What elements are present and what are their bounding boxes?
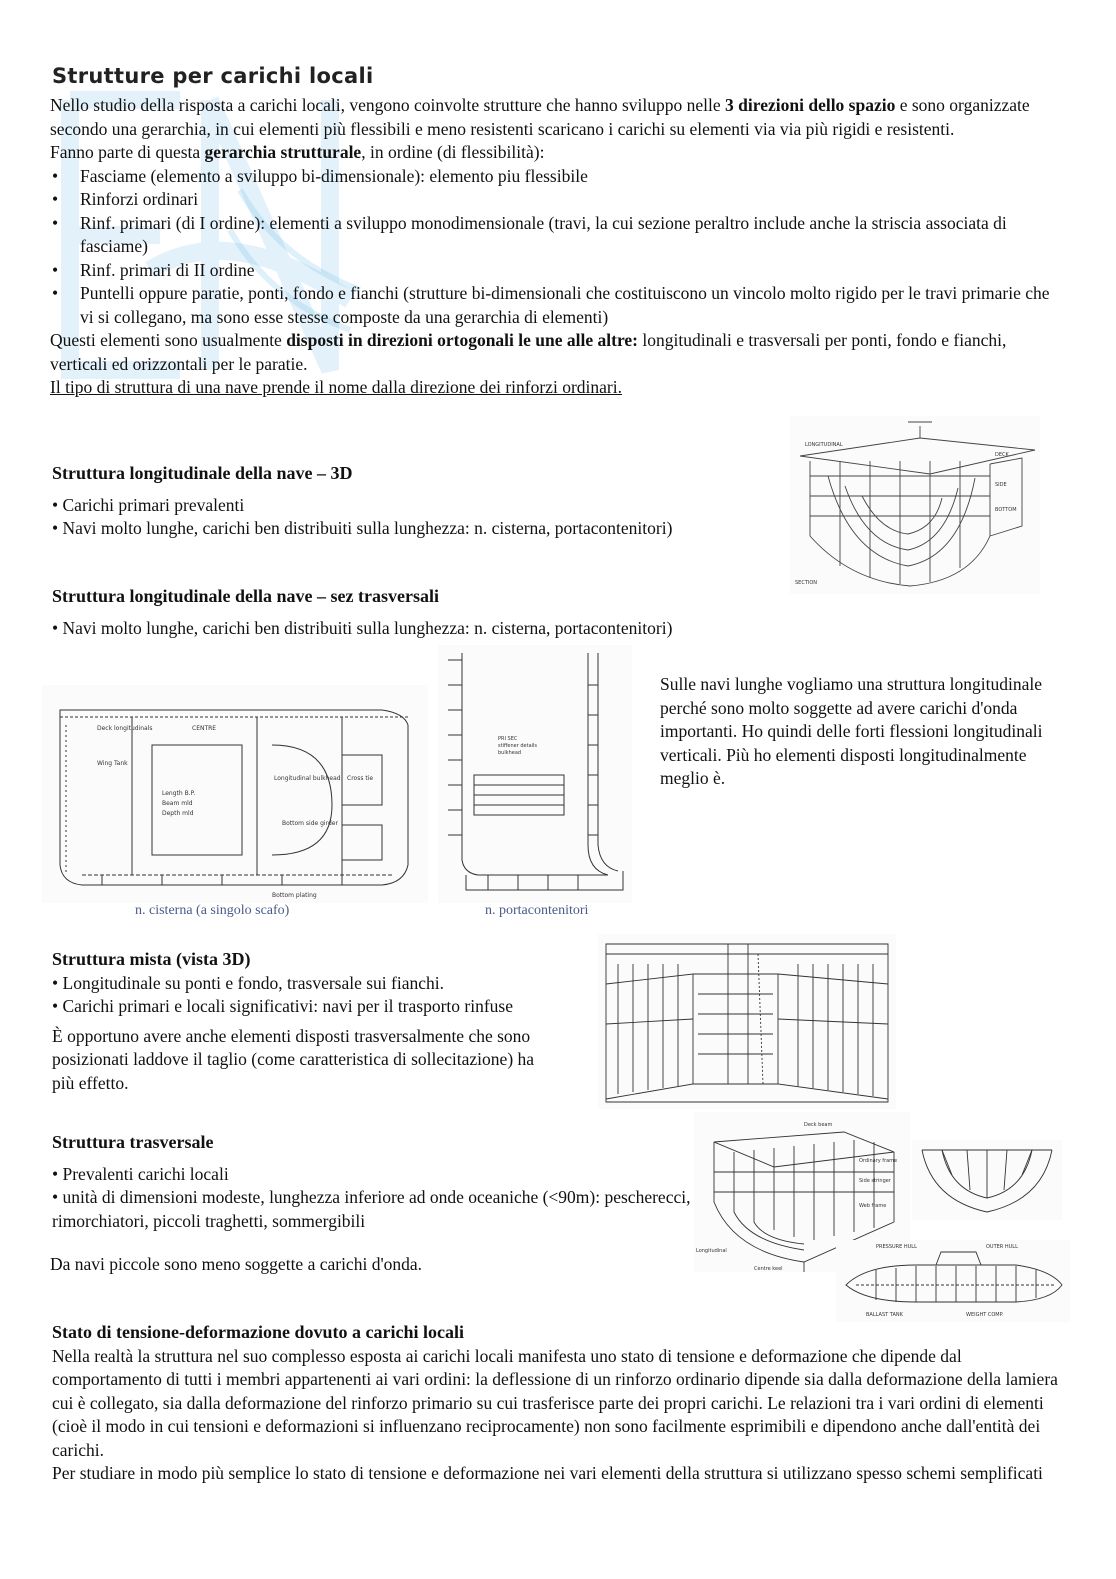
section-heading: Stato di tensione-deformazione dovuto a carichi locali xyxy=(52,1322,464,1342)
svg-text:PRI SEC: PRI SEC xyxy=(498,736,518,742)
tanker-section-figure xyxy=(42,685,428,903)
caption-tanker: n. cisterna (a singolo scafo) xyxy=(135,903,290,918)
section-longitudinal-3d xyxy=(52,462,792,541)
svg-text:Longitudinal bulkhead: Longitudinal bulkhead xyxy=(274,775,341,782)
intro-paragraph-3: Questi elementi sono usualmente disposti in direzioni ortogonali le une alle altre: longitudinali e trasversali per ponti, fondo e fianchi, verticali ed orizzontali per le paratie. xyxy=(50,330,1007,374)
list-item: • Navi molto lunghe, carichi ben distribuiti sulla lunghezza: n. cisterna, portacontenitori) xyxy=(52,518,673,538)
svg-text:CENTRE: CENTRE xyxy=(192,725,217,732)
transverse-section-small-figure xyxy=(912,1140,1062,1220)
list-item: • Longitudinale su ponti e fondo, trasversale sui fianchi. xyxy=(52,972,445,993)
list-item: • Fasciame (elemento a sviluppo bi-dimensionale): elemento piu flessibile xyxy=(50,165,1060,189)
svg-text:PRESSURE HULL: PRESSURE HULL xyxy=(876,1244,917,1250)
svg-text:Deck longitudinals: Deck longitudinals xyxy=(97,725,153,732)
section-heading: Struttura trasversale xyxy=(52,1132,214,1152)
intro-paragraph-1: Nello studio della risposta a carichi locali, vengono coinvolte strutture che hanno sviluppo nelle 3 direzioni dello spazio e sono organizzate secondo una gerarchia, in cui elementi più flessibili e meno resistenti scaricano i carichi su elementi via via più rigidi e resistenti. xyxy=(50,95,1030,139)
submarine-figure xyxy=(836,1240,1070,1322)
svg-text:Deck beam: Deck beam xyxy=(804,1122,833,1128)
list-item: • Rinforzi ordinari xyxy=(50,188,1060,212)
list-item: • Carichi primari prevalenti xyxy=(52,494,245,515)
page-title: Strutture per carichi locali xyxy=(52,64,374,88)
long-ships-explanation: Sulle navi lunghe vogliamo una struttura longitudinale perché sono molto soggette ad avere carichi d'onda importanti. Ho quindi delle forti flessioni longitudinali verticali. Più ho elementi disposti longitudinalmente meglio è. xyxy=(660,674,1043,788)
container-ship-section-figure xyxy=(438,645,632,903)
list-item: • Puntelli oppure paratie, ponti, fondo e fianchi (strutture bi-dimensionali che costituiscono un vincolo molto rigido per le travi primarie che vi si collegano, ma sono esse stesse composte da una gerarchia di elementi) xyxy=(50,282,1060,329)
list-item: • Prevalenti carichi locali xyxy=(52,1163,229,1184)
svg-text:Web frame: Web frame xyxy=(859,1203,887,1209)
intro-block xyxy=(50,94,1060,400)
caption-container-ship: n. portacontenitori xyxy=(485,903,589,918)
svg-text:LONGITUDINAL: LONGITUDINAL xyxy=(805,442,843,448)
list-item: • Rinf. primari (di I ordine): elementi a sviluppo monodimensionale (travi, la cui sezione peraltro include anche la striscia associata di fasciame) xyxy=(50,212,1060,259)
list-item: • Carichi primari e locali significativi: navi per il trasporto rinfuse xyxy=(52,996,513,1016)
svg-text:Length B.P.: Length B.P. xyxy=(162,790,196,797)
svg-text:Ordinary frame: Ordinary frame xyxy=(859,1158,898,1164)
list-item: • unità di dimensioni modeste, lunghezza inferiore ad onde oceaniche (<90m): pescherecci, rimorchiatori, piccoli traghetti, sommergibili xyxy=(52,1187,691,1231)
svg-text:Centre keel: Centre keel xyxy=(754,1266,783,1272)
svg-text:BALLAST TANK: BALLAST TANK xyxy=(866,1312,903,1318)
section-mixed xyxy=(52,948,602,1095)
list-item: • Rinf. primari di II ordine xyxy=(50,259,1060,283)
section-heading: Struttura mista (vista 3D) xyxy=(52,949,251,969)
svg-text:DECK: DECK xyxy=(995,452,1009,458)
svg-text:SIDE: SIDE xyxy=(995,482,1007,488)
section-transverse xyxy=(52,1131,702,1277)
svg-text:Bottom plating: Bottom plating xyxy=(272,892,317,899)
intro-paragraph-4: Il tipo di struttura di una nave prende il nome dalla direzione dei rinforzi ordinari. xyxy=(50,377,622,397)
svg-text:Depth mld: Depth mld xyxy=(162,810,194,817)
svg-text:WEIGHT COMP.: WEIGHT COMP. xyxy=(966,1312,1004,1318)
mixed-paragraph: È opportuno avere anche elementi disposti trasversalmente che sono posizionati laddove il taglio (come caratteristica di sollecitazione) ha più effetto. xyxy=(52,1025,535,1093)
svg-text:Wing Tank: Wing Tank xyxy=(97,760,128,767)
small-ships-note: Da navi piccole sono meno soggette a carichi d'onda. xyxy=(50,1254,422,1274)
section-stress-state xyxy=(52,1321,1062,1486)
svg-text:Beam mld: Beam mld xyxy=(162,800,193,807)
svg-text:Bottom side girder: Bottom side girder xyxy=(282,820,338,827)
svg-text:bulkhead: bulkhead xyxy=(498,750,522,756)
svg-text:Cross tie: Cross tie xyxy=(347,775,374,782)
svg-text:SECTION: SECTION xyxy=(795,580,818,586)
section-longitudinal-sections xyxy=(52,585,792,640)
svg-text:Side stringer: Side stringer xyxy=(859,1178,891,1184)
svg-text:Longitudinal: Longitudinal xyxy=(696,1248,727,1254)
svg-text:stiffener details: stiffener details xyxy=(498,743,538,749)
hierarchy-list xyxy=(50,165,1060,330)
svg-text:OUTER HULL: OUTER HULL xyxy=(986,1244,1018,1250)
stress-paragraph-1: Nella realtà la struttura nel suo complesso esposta ai carichi locali manifesta uno stato di tensione e deformazione che dipende dal comportamento di tutti i membri appartenenti ai vari ordini: la deflessione di un rinforzo ordinario dipende sia dalla deformazione della lamiera cui è collegato, sia dalla deformazione del rinforzo primario su cui trasferisce parte dei propri carichi. Le relazioni tra i vari ordini di elementi (cioè il modo in cui tensioni e deformazioni si influenzano reciprocamente) non sono facilmente esprimibili e dipendono anche dall'entità dei carichi. xyxy=(52,1345,1058,1460)
section-heading: Struttura longitudinale della nave – 3D xyxy=(52,463,353,483)
intro-paragraph-2: Fanno parte di questa gerarchia strutturale, in ordine (di flessibilità): xyxy=(50,142,545,162)
longitudinal-3d-figure xyxy=(790,416,1040,594)
svg-text:BOTTOM: BOTTOM xyxy=(995,507,1017,513)
mixed-structure-figure xyxy=(598,934,896,1109)
stress-paragraph-2: Per studiare in modo più semplice lo stato di tensione e deformazione nei vari elementi della struttura si utilizzano spesso schemi semplificati xyxy=(52,1463,1043,1483)
section-heading: Struttura longitudinale della nave – sez trasversali xyxy=(52,586,439,606)
list-item: • Navi molto lunghe, carichi ben distribuiti sulla lunghezza: n. cisterna, portacontenitori) xyxy=(52,617,673,638)
